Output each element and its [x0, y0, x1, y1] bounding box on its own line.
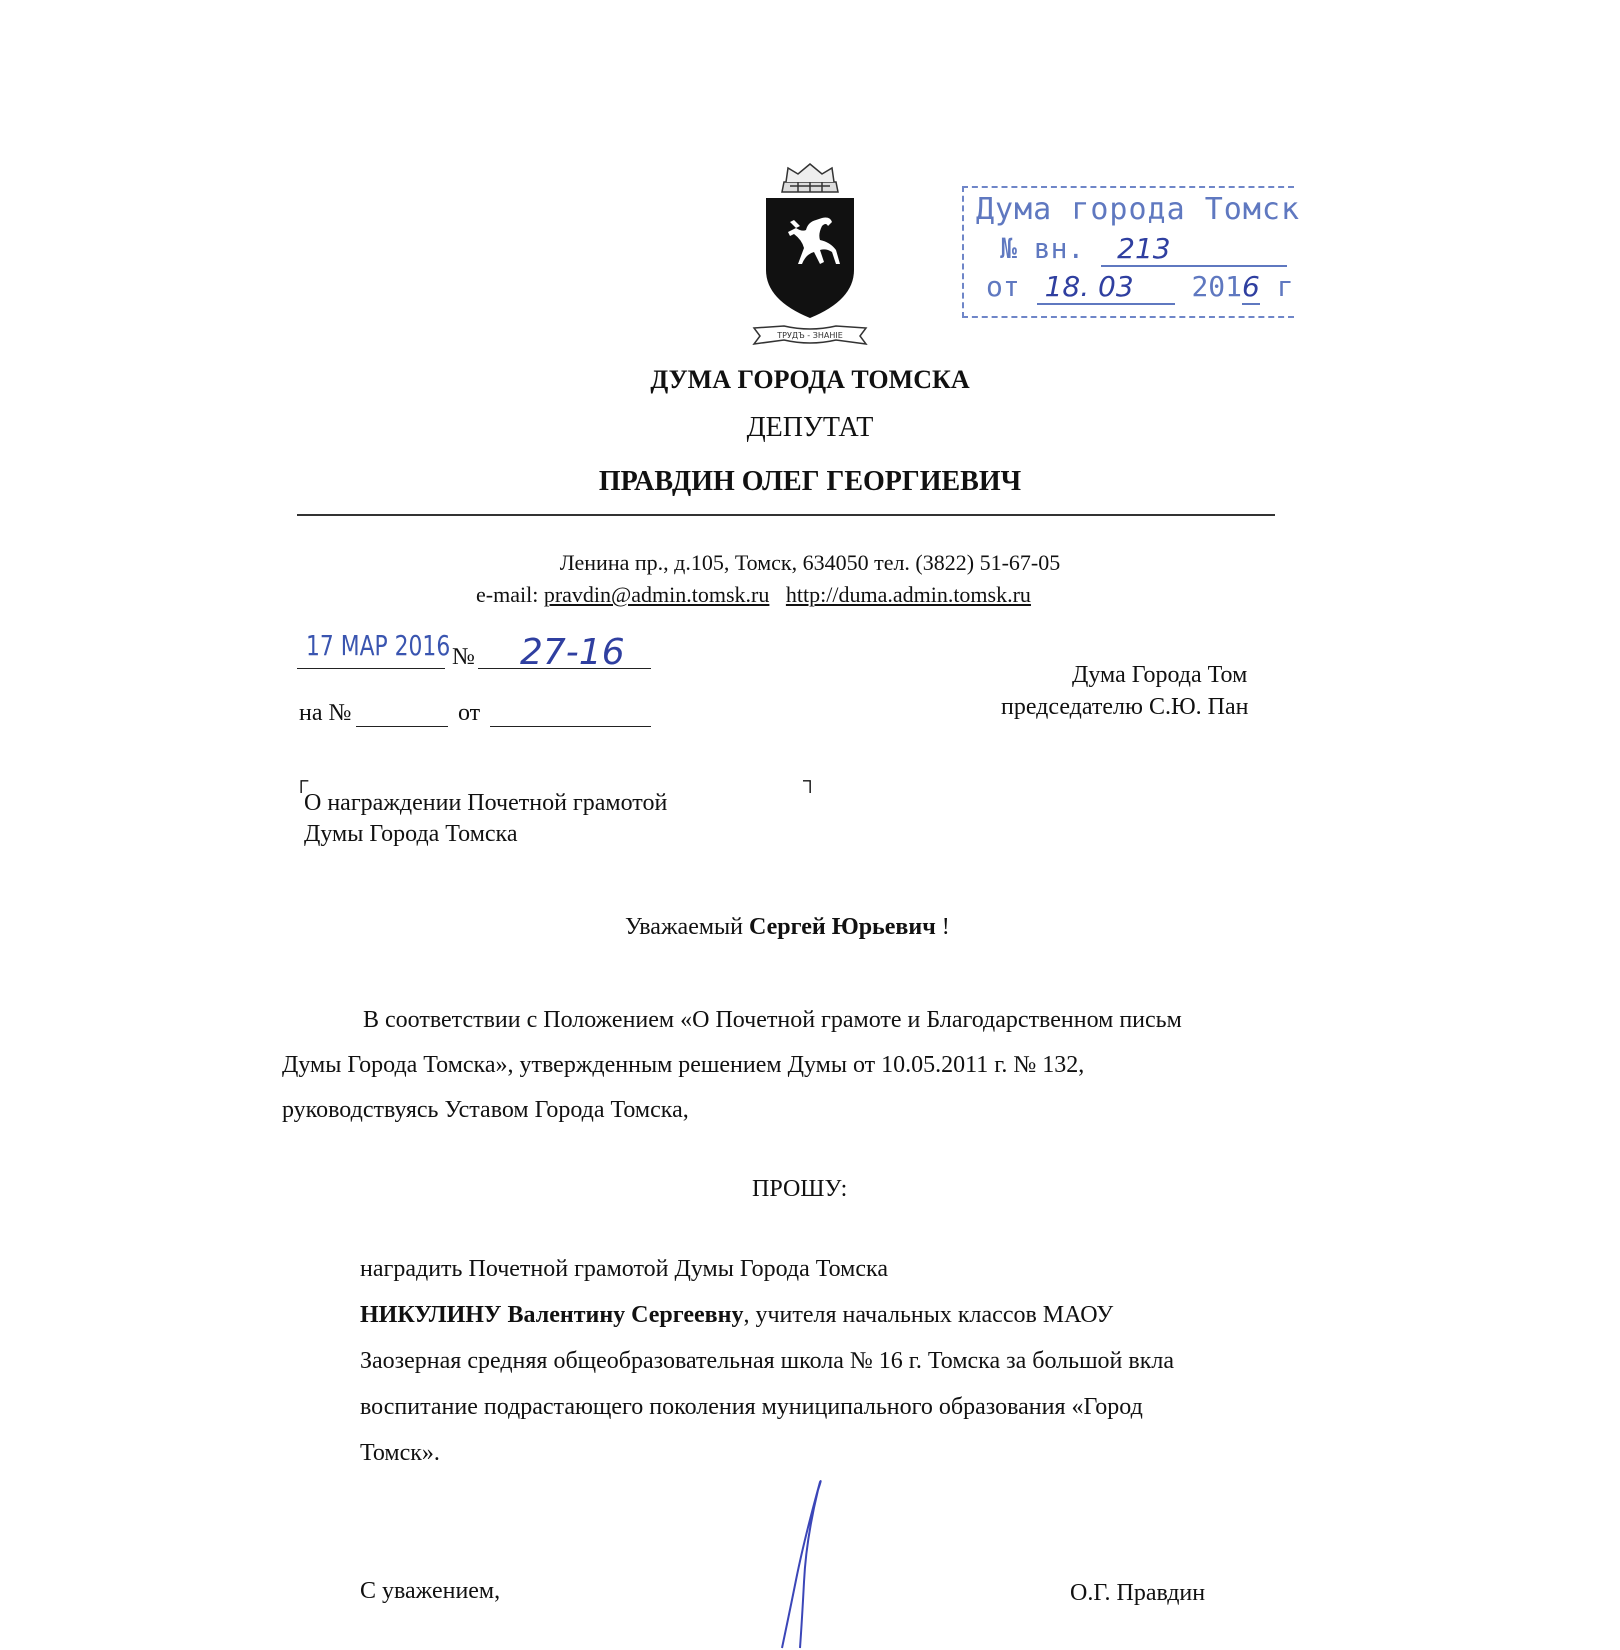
closing-regards: С уважением, [360, 1578, 501, 1604]
subject-line-1: О награждении Почетной грамотой [304, 790, 668, 816]
handwritten-signature [760, 1470, 850, 1650]
address-line: Ленина пр., д.105, Томск, 634050 тел. (3822) 51-67-05 [559, 550, 1061, 575]
salutation-prefix: Уважаемый [625, 914, 743, 940]
paragraph-line-2: Думы Города Томска», утвержденным решением Думы от 10.05.2011 г. № 132, [282, 1052, 1085, 1078]
crown-icon [782, 164, 838, 192]
subject-line-2: Думы Города Томска [304, 821, 518, 847]
award-line-4: воспитание подрастающего поколения муниципального образования «Город [360, 1394, 1143, 1420]
awardee-description: , учителя начальных классов МАОУ [743, 1302, 1114, 1328]
stamp-number-row [1000, 232, 1287, 267]
shield-icon [766, 198, 854, 318]
paragraph-line-1: В соответствии с Положением «О Почетной грамоте и Благодарственном письм [363, 1007, 1182, 1033]
organization-title: ДУМА ГОРОДА ТОМСКА [650, 365, 970, 394]
contacts-line [476, 582, 1031, 608]
email-link[interactable]: pravdin@admin.tomsk.ru [543, 582, 770, 607]
deputy-name: ПРАВДИН ОЛЕГ ГЕОРГИЕВИЧ [598, 466, 1022, 497]
subject-corner-left: ┌ [294, 770, 309, 792]
reply-date-underline [490, 726, 651, 727]
reply-from-label: от [458, 700, 481, 726]
outgoing-number-value: 27-16 [520, 632, 625, 673]
request-heading: ПРОШУ: [752, 1176, 848, 1202]
stamp-date-label: от [986, 270, 1020, 303]
awardee-name: НИКУЛИНУ Валентину Сергеевну [360, 1302, 744, 1328]
addressee-line-1: Дума Города Том [1072, 662, 1248, 688]
salutation [625, 914, 950, 941]
date-underline [297, 668, 445, 669]
stamp-date-row [986, 270, 1294, 305]
stamp-number-label: № вн. [1000, 232, 1085, 265]
salutation-name: Сергей Юрьевич [749, 914, 936, 940]
award-line-2 [360, 1302, 1113, 1329]
outgoing-number-label: № [452, 644, 475, 670]
tomsk-coat-of-arms [750, 160, 870, 350]
stamp-date-value: 18. 03 [1037, 270, 1175, 305]
position-title: ДЕПУТАТ [746, 412, 874, 443]
letterhead-divider [297, 514, 1275, 516]
addressee-line-2: председателю С.Ю. Пан [1001, 694, 1249, 720]
award-line-1: наградить Почетной грамотой Думы Города Томска [360, 1256, 888, 1282]
award-line-3: Заозерная средняя общеобразовательная школа № 16 г. Томска за большой вкла [360, 1348, 1175, 1374]
stamp-year-prefix: 201 [1191, 270, 1243, 303]
award-line-5: Томск». [360, 1440, 440, 1466]
number-underline [478, 668, 651, 669]
reply-number-underline [356, 726, 448, 727]
salutation-suffix: ! [941, 914, 950, 940]
stamp-year-suffix: 6 [1242, 270, 1260, 303]
stamp-number-value: 213 [1101, 232, 1287, 267]
paragraph-line-3: руководствуясь Уставом Города Томска, [282, 1097, 689, 1123]
outgoing-date-stamp: 17 МАР 2016 [306, 629, 451, 662]
reply-to-label: на № [299, 700, 352, 726]
website-link[interactable]: http://duma.admin.tomsk.ru [785, 582, 1031, 607]
signatory-name: О.Г. Правдин [1070, 1580, 1206, 1606]
motto-ribbon-text: ТРУДЪ - ЗНАНIЕ [777, 331, 843, 340]
registration-stamp [962, 186, 1301, 318]
email-label: e-mail: [476, 582, 539, 607]
stamp-title: Дума города Томск [976, 192, 1301, 227]
stamp-year-unit: г [1276, 270, 1294, 303]
subject-corner-right: ┐ [803, 770, 818, 792]
